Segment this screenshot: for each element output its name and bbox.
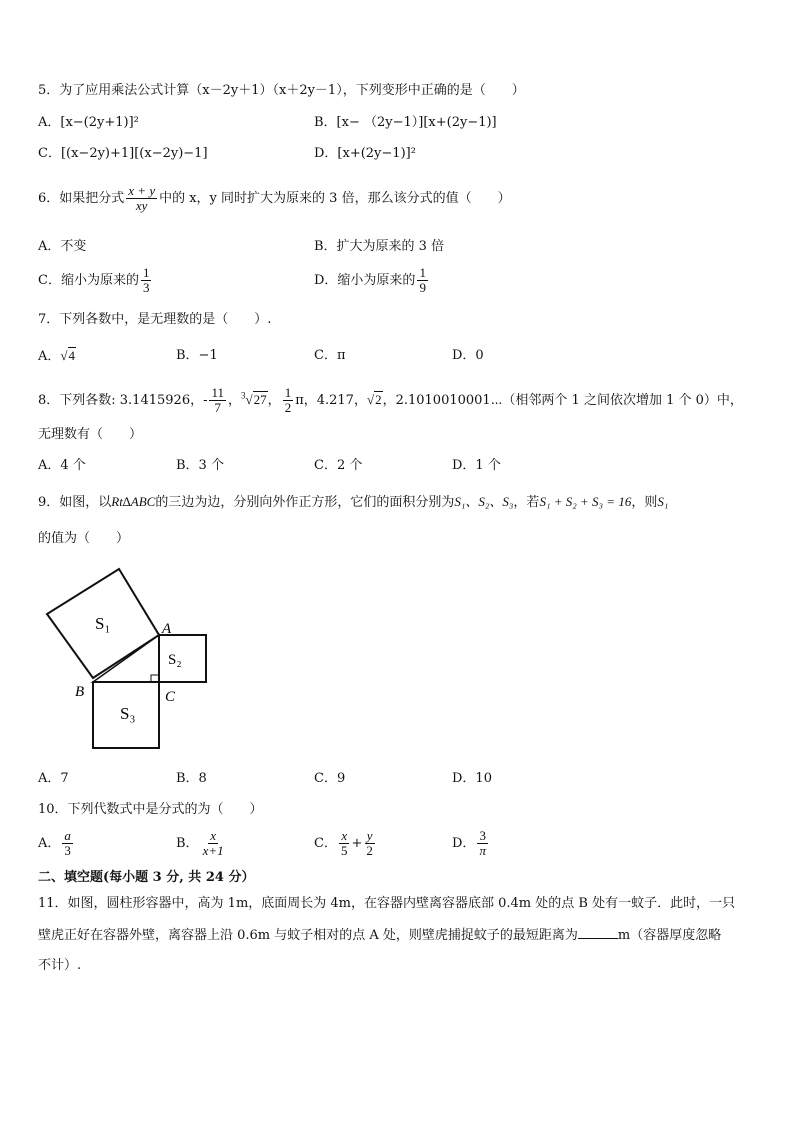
q7-option-c: C．π — [314, 348, 346, 363]
q9-s1: S₁ — [657, 494, 669, 509]
q6-fraction-denominator: xy — [135, 198, 148, 213]
q10-a-den: 3 — [64, 843, 71, 858]
q8-part3: ，2.1010010001⋯（相邻两个 1 之间依次增加 1 个 0）中， — [382, 393, 743, 408]
q6-fraction — [126, 184, 157, 213]
q10-option-c — [314, 829, 377, 858]
q11-line2 — [38, 926, 721, 945]
q9-p4: ，则 — [631, 495, 658, 510]
q11-line2-a: 壁虎正好在容器外壁，离容器上沿 0.6m 与蚊子相对的点 A 处，则壁虎捕捉蚊子的最短距离为 — [38, 928, 578, 943]
q9-figure — [40, 565, 220, 755]
q8-part1: 8．下列各数: 3.1415926，- — [38, 393, 208, 408]
q8-option-d: D．1 个 — [452, 458, 501, 473]
q8-f1-num: 11 — [211, 385, 225, 400]
q9-equation: S₁ + S₂ + S₃ = 16 — [539, 494, 632, 509]
q6-d-den: 9 — [419, 280, 426, 295]
q6-stem — [38, 184, 511, 213]
q11-line1: 11．如图，圆柱形容器中，高为 1m，底面周长为 4m，在容器内壁离容器底部 0.4m 处的点 B 处有一蚊子．此时，一只 — [38, 896, 736, 911]
q9-option-b: B．8 — [176, 771, 207, 786]
q10-c-frac2 — [364, 829, 375, 858]
label-s1: S₁ — [95, 614, 111, 633]
q8-stem-line2: 无理数有（ ） — [38, 427, 143, 442]
q6-c-num: 1 — [142, 265, 150, 280]
q11-line2-b: m（容器厚度忽略 — [617, 928, 722, 943]
q6-option-b: B．扩大为原来的 3 倍 — [314, 239, 445, 254]
q7-a-prefix: A． — [38, 349, 61, 364]
q5-option-c: C．[(x−2y)+1][(x−2y)−1] — [38, 146, 208, 161]
q10-stem: 10．下列代数式中是分式的为（ ） — [38, 802, 263, 817]
q10-c-n2: y — [366, 828, 373, 843]
label-c: C — [165, 689, 176, 705]
q8-option-c: C．2 个 — [314, 458, 363, 473]
q6-d-num: 1 — [419, 265, 426, 280]
q8-cube-root: $^3$√27 — [241, 390, 267, 407]
q6-option-c-fraction — [141, 266, 152, 295]
q10-a-frac — [62, 829, 73, 858]
q8-f2-num: 1 — [284, 385, 292, 400]
q8-fraction-11-7 — [209, 386, 226, 415]
q11-line3: 不计）. — [38, 958, 82, 973]
right-angle-mark — [151, 675, 159, 682]
q10-option-b — [176, 829, 228, 858]
q10-b-prefix: B． — [176, 836, 199, 851]
q9-triangle: Rt∆ABC — [111, 494, 156, 509]
q10-b-den: x+1 — [202, 843, 224, 858]
q9-stem-line2: 的值为（ ） — [38, 531, 130, 546]
triangle-abc — [93, 635, 159, 682]
q9-option-d: D．10 — [452, 771, 492, 786]
q10-a-num: a — [64, 828, 71, 843]
q10-c-frac1 — [339, 829, 350, 858]
q5-option-a: A．[x−(2y+1)]² — [38, 115, 139, 130]
q10-d-den: π — [479, 843, 486, 858]
q6-option-a: A．不变 — [38, 239, 87, 254]
q9-p2: 的三边为边，分别向外作正方形，它们的面积分别为 — [155, 495, 455, 510]
q11-answer-blank[interactable] — [578, 926, 618, 939]
q6-stem-after: 中的 x，y 同时扩大为原来的 3 倍，那么该分式的值（ ） — [159, 191, 511, 206]
q8-sqrt-2: √2 — [366, 392, 382, 407]
q7-option-a — [38, 347, 76, 366]
label-s3: S₃ — [120, 704, 136, 723]
q10-d-frac — [477, 829, 488, 858]
q10-c-d1: 5 — [340, 843, 348, 858]
q9-areas: S₁、S₂、S₃ — [454, 494, 514, 509]
q6-option-d-text: D．缩小为原来的 — [314, 273, 416, 288]
q7-option-b: B．−1 — [176, 348, 218, 363]
q10-b-num: x — [210, 828, 216, 843]
q7-a-radicand: 4 — [68, 348, 76, 363]
q10-c-prefix: C． — [314, 836, 337, 851]
q9-stem — [38, 493, 668, 512]
q8-option-a: A．4 个 — [38, 458, 86, 473]
q6-stem-before: 6．如果把分式 — [38, 191, 125, 206]
q6-fraction-numerator: x + y — [128, 183, 156, 198]
q7-a-sqrt: √4 — [60, 348, 76, 363]
section-2-title: 二、填空题(每小题 3 分, 共 24 分） — [38, 870, 255, 885]
label-a: A — [162, 621, 172, 637]
q10-option-d — [452, 829, 490, 858]
q6-option-c — [38, 266, 153, 295]
q9-p3: ，若 — [513, 495, 540, 510]
q10-c-n1: x — [341, 828, 348, 843]
q6-c-den: 3 — [142, 280, 150, 295]
q9-p1: 9．如图，以 — [38, 495, 112, 510]
q5-option-b: B．[x− （2y−1）][x+(2y−1)] — [314, 115, 497, 130]
q10-b-frac — [201, 829, 226, 858]
q8-cube-radicand: 27 — [253, 392, 267, 407]
q5-option-d: D．[x+(2y−1)]² — [314, 146, 416, 161]
q6-option-d-fraction — [417, 266, 428, 295]
q9-option-c: C．9 — [314, 771, 346, 786]
q8-f2-den: 2 — [284, 400, 292, 415]
q5-stem: 5．为了应用乘法公式计算（x－2y＋1）（x＋2y－1），下列变形中正确的是（ ） — [38, 83, 525, 98]
q7-option-d: D．0 — [452, 348, 484, 363]
q6-option-c-text: C．缩小为原来的 — [38, 273, 139, 288]
q8-fraction-1-2 — [283, 386, 294, 415]
q7-stem: 7．下列各数中，是无理数的是（ ）. — [38, 312, 272, 327]
q10-c-plus: + — [351, 836, 363, 851]
label-s2: S₂ — [168, 652, 182, 668]
q8-part2: π，4.217， — [295, 393, 367, 408]
q10-option-a — [38, 829, 75, 858]
q8-cube-index: 3 — [241, 390, 246, 401]
q10-d-prefix: D． — [452, 836, 476, 851]
label-b: B — [75, 684, 85, 700]
q8-sqrt-radicand: 2 — [375, 392, 382, 407]
q8-option-b: B．3 个 — [176, 458, 224, 473]
q9-option-a: A．7 — [38, 771, 69, 786]
q10-a-prefix: A． — [38, 836, 61, 851]
q10-d-num: 3 — [479, 828, 486, 843]
q6-option-d — [314, 266, 430, 295]
q8-f1-den: 7 — [214, 400, 221, 415]
q10-c-d2: 2 — [366, 843, 373, 858]
square-s2 — [159, 635, 206, 682]
q8-stem: 8．下列各数: 3.1415926，- $\frac{11}{7}$ ，$^3$√27， $\frac{1}{2}$ π，4.217，√2，2.1010010001⋯（相邻两个 1 之间依次增加 1 个 0）中， — [38, 385, 743, 415]
